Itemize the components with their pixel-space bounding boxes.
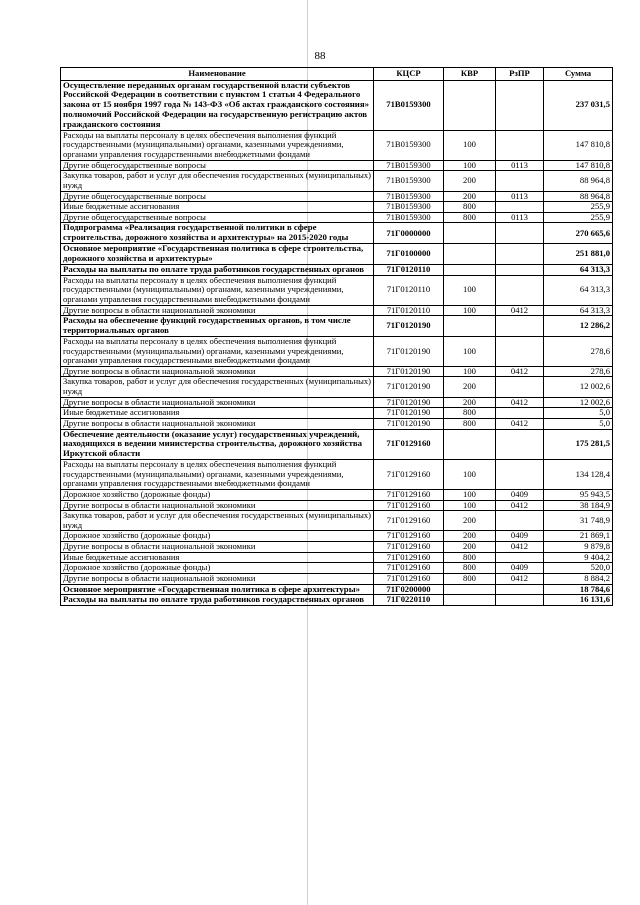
cell-name: Расходы на выплаты по оплате труда работников государственных органов xyxy=(61,595,374,606)
cell-kcsr: 71Г0129160 xyxy=(374,500,444,511)
cell-sum: 237 031,5 xyxy=(544,80,613,130)
cell-rzpr xyxy=(496,460,544,490)
cell-kcsr: 71В0159300 xyxy=(374,130,444,160)
cell-kvr xyxy=(444,429,496,460)
cell-kvr: 200 xyxy=(444,191,496,202)
table-row xyxy=(61,408,613,419)
cell-kvr xyxy=(444,316,496,337)
cell-kvr: 100 xyxy=(444,489,496,500)
cell-kvr: 200 xyxy=(444,397,496,408)
table-row xyxy=(61,584,613,595)
table-row xyxy=(61,542,613,553)
cell-sum: 278,6 xyxy=(544,336,613,366)
cell-sum: 9 404,2 xyxy=(544,552,613,563)
cell-name: Расходы на выплаты персоналу в целях обеспечения выполнения функций государственными (муниципальными) органами, казенными учреждениями, органами управления государственными внебюджетными фондами xyxy=(61,275,374,305)
cell-rzpr: 0412 xyxy=(496,305,544,316)
cell-name: Другие вопросы в области национальной экономики xyxy=(61,397,374,408)
cell-kcsr: 71Г0120110 xyxy=(374,264,444,275)
cell-rzpr: 0412 xyxy=(496,418,544,429)
table-row xyxy=(61,573,613,584)
cell-kcsr: 71Г0120110 xyxy=(374,275,444,305)
cell-sum: 38 184,9 xyxy=(544,500,613,511)
cell-kvr: 100 xyxy=(444,460,496,490)
cell-rzpr: 0409 xyxy=(496,563,544,574)
table-row xyxy=(61,531,613,542)
cell-sum: 21 869,1 xyxy=(544,531,613,542)
table-row xyxy=(61,80,613,130)
cell-kcsr: 71Г0129160 xyxy=(374,563,444,574)
cell-sum: 9 879,8 xyxy=(544,542,613,553)
cell-kvr: 100 xyxy=(444,130,496,160)
cell-rzpr: 0412 xyxy=(496,366,544,377)
cell-rzpr xyxy=(496,336,544,366)
cell-kcsr: 71Г0120190 xyxy=(374,366,444,377)
cell-kvr: 800 xyxy=(444,418,496,429)
cell-name: Обеспечение деятельности (оказание услуг) государственных учреждений, находящихся в ведении министерства строительства, дорожного хозяйства Иркутской области xyxy=(61,429,374,460)
cell-kcsr: 71Г0129160 xyxy=(374,542,444,553)
cell-kvr xyxy=(444,595,496,606)
cell-name: Иные бюджетные ассигнования xyxy=(61,552,374,563)
table-header-row xyxy=(61,68,613,81)
cell-rzpr xyxy=(496,171,544,191)
cell-name: Другие вопросы в области национальной экономики xyxy=(61,366,374,377)
cell-sum: 147 810,8 xyxy=(544,130,613,160)
cell-rzpr xyxy=(496,223,544,244)
cell-kcsr: 71Г0129160 xyxy=(374,573,444,584)
cell-kvr: 200 xyxy=(444,542,496,553)
cell-name: Расходы на выплаты персоналу в целях обеспечения выполнения функций государственными (муниципальными) органами, казенными учреждениями, органами управления государственными внебюджетными фондами xyxy=(61,130,374,160)
cell-kvr: 200 xyxy=(444,531,496,542)
cell-kvr: 800 xyxy=(444,202,496,213)
cell-name: Расходы на обеспечение функций государственных органов, в том числе территориальных органов xyxy=(61,316,374,337)
table-row xyxy=(61,552,613,563)
cell-kvr: 200 xyxy=(444,171,496,191)
cell-sum: 12 286,2 xyxy=(544,316,613,337)
table-row xyxy=(61,275,613,305)
cell-name: Другие вопросы в области национальной экономики xyxy=(61,305,374,316)
cell-sum: 88 964,8 xyxy=(544,171,613,191)
cell-sum: 278,6 xyxy=(544,366,613,377)
cell-kcsr: 71Г0100000 xyxy=(374,244,444,265)
header-rzpr: РзПР xyxy=(496,68,544,81)
cell-rzpr: 0409 xyxy=(496,489,544,500)
table-row xyxy=(61,171,613,191)
cell-kvr: 100 xyxy=(444,500,496,511)
cell-name: Осуществление переданных органам государственной власти субъектов Российской Федерации в соответствии с пунктом 1 статьи 4 Федерального закона от 15 ноября 1997 года № 143-ФЗ «Об актах гражданского состояния» полномочий Российской Федерации на государственную регистрацию актов гражданского состояния xyxy=(61,80,374,130)
cell-rzpr xyxy=(496,584,544,595)
table-row xyxy=(61,460,613,490)
table-row xyxy=(61,377,613,397)
table-row xyxy=(61,316,613,337)
table-row xyxy=(61,429,613,460)
cell-sum: 64 313,3 xyxy=(544,275,613,305)
cell-kcsr: 71В0159300 xyxy=(374,202,444,213)
header-kvr: КВР xyxy=(444,68,496,81)
table-row xyxy=(61,212,613,223)
cell-kcsr: 71Г0129160 xyxy=(374,489,444,500)
cell-rzpr xyxy=(496,377,544,397)
cell-sum: 255,9 xyxy=(544,212,613,223)
table-row xyxy=(61,244,613,265)
cell-kvr: 800 xyxy=(444,212,496,223)
cell-name: Иные бюджетные ассигнования xyxy=(61,202,374,213)
cell-rzpr xyxy=(496,202,544,213)
cell-sum: 12 002,6 xyxy=(544,397,613,408)
table-row xyxy=(61,202,613,213)
header-kcsr: КЦСР xyxy=(374,68,444,81)
table-row xyxy=(61,511,613,531)
cell-sum: 95 943,5 xyxy=(544,489,613,500)
cell-kcsr: 71Г0129160 xyxy=(374,552,444,563)
cell-name: Другие общегосударственные вопросы xyxy=(61,160,374,171)
cell-sum: 16 131,6 xyxy=(544,595,613,606)
table-row xyxy=(61,563,613,574)
cell-rzpr: 0409 xyxy=(496,531,544,542)
cell-sum: 64 313,3 xyxy=(544,264,613,275)
cell-sum: 147 810,8 xyxy=(544,160,613,171)
cell-rzpr: 0113 xyxy=(496,160,544,171)
cell-kcsr: 71Г0120190 xyxy=(374,316,444,337)
cell-sum: 255,9 xyxy=(544,202,613,213)
table-body xyxy=(61,80,613,606)
cell-rzpr xyxy=(496,80,544,130)
table-row xyxy=(61,130,613,160)
cell-rzpr xyxy=(496,408,544,419)
cell-rzpr xyxy=(496,429,544,460)
budget-table xyxy=(60,67,613,606)
cell-name: Дорожное хозяйство (дорожные фонды) xyxy=(61,489,374,500)
cell-kcsr: 71Г0200000 xyxy=(374,584,444,595)
cell-name: Иные бюджетные ассигнования xyxy=(61,408,374,419)
cell-kvr: 200 xyxy=(444,511,496,531)
cell-kcsr: 71Г0129160 xyxy=(374,429,444,460)
cell-sum: 5,0 xyxy=(544,408,613,419)
cell-sum: 134 128,4 xyxy=(544,460,613,490)
cell-rzpr xyxy=(496,595,544,606)
cell-kvr: 100 xyxy=(444,336,496,366)
cell-sum: 8 884,2 xyxy=(544,573,613,584)
cell-name: Подпрограмма «Реализация государственной политики в сфере строительства, дорожного хозяйства и архитектуры» на 2015-2020 годы xyxy=(61,223,374,244)
header-sum: Сумма xyxy=(544,68,613,81)
cell-rzpr xyxy=(496,511,544,531)
cell-kcsr: 71В0159300 xyxy=(374,191,444,202)
table-row xyxy=(61,223,613,244)
cell-kcsr: 71Г0120190 xyxy=(374,408,444,419)
cell-name: Другие общегосударственные вопросы xyxy=(61,191,374,202)
cell-kvr: 100 xyxy=(444,160,496,171)
cell-rzpr: 0113 xyxy=(496,212,544,223)
cell-name: Дорожное хозяйство (дорожные фонды) xyxy=(61,531,374,542)
cell-kvr: 800 xyxy=(444,573,496,584)
table-row xyxy=(61,418,613,429)
cell-rzpr xyxy=(496,264,544,275)
table-row xyxy=(61,489,613,500)
cell-kvr xyxy=(444,223,496,244)
page-number: 88 xyxy=(314,50,326,62)
table-row xyxy=(61,264,613,275)
cell-kcsr: 71Г0120190 xyxy=(374,418,444,429)
table-row xyxy=(61,366,613,377)
cell-sum: 270 665,6 xyxy=(544,223,613,244)
cell-name: Закупка товаров, работ и услуг для обеспечения государственных (муниципальных) нужд xyxy=(61,171,374,191)
cell-kvr xyxy=(444,264,496,275)
cell-kcsr: 71В0159300 xyxy=(374,212,444,223)
cell-sum: 88 964,8 xyxy=(544,191,613,202)
cell-kvr: 800 xyxy=(444,552,496,563)
cell-name: Дорожное хозяйство (дорожные фонды) xyxy=(61,563,374,574)
table-row xyxy=(61,191,613,202)
table-row xyxy=(61,397,613,408)
table-row xyxy=(61,160,613,171)
cell-name: Другие общегосударственные вопросы xyxy=(61,212,374,223)
table-row xyxy=(61,336,613,366)
cell-kvr xyxy=(444,244,496,265)
cell-sum: 64 313,3 xyxy=(544,305,613,316)
cell-sum: 175 281,5 xyxy=(544,429,613,460)
cell-name: Расходы на выплаты по оплате труда работников государственных органов xyxy=(61,264,374,275)
cell-sum: 251 881,0 xyxy=(544,244,613,265)
cell-kcsr: 71Г0120190 xyxy=(374,336,444,366)
cell-rzpr xyxy=(496,275,544,305)
cell-rzpr: 0412 xyxy=(496,500,544,511)
cell-name: Другие вопросы в области национальной экономики xyxy=(61,418,374,429)
cell-kcsr: 71В0159300 xyxy=(374,80,444,130)
cell-sum: 31 748,9 xyxy=(544,511,613,531)
cell-sum: 12 002,6 xyxy=(544,377,613,397)
cell-name: Закупка товаров, работ и услуг для обеспечения государственных (муниципальных) нужд xyxy=(61,511,374,531)
cell-kvr xyxy=(444,584,496,595)
cell-name: Закупка товаров, работ и услуг для обеспечения государственных (муниципальных) нужд xyxy=(61,377,374,397)
cell-name: Другие вопросы в области национальной экономики xyxy=(61,542,374,553)
cell-rzpr: 0412 xyxy=(496,397,544,408)
cell-rzpr: 0412 xyxy=(496,542,544,553)
cell-kvr: 100 xyxy=(444,366,496,377)
cell-rzpr xyxy=(496,244,544,265)
cell-kvr: 200 xyxy=(444,377,496,397)
cell-kvr: 100 xyxy=(444,275,496,305)
cell-kcsr: 71Г0120190 xyxy=(374,377,444,397)
cell-sum: 520,0 xyxy=(544,563,613,574)
cell-kcsr: 71Г0120190 xyxy=(374,397,444,408)
cell-kcsr: 71В0159300 xyxy=(374,160,444,171)
cell-kvr: 100 xyxy=(444,305,496,316)
cell-rzpr xyxy=(496,130,544,160)
cell-sum: 5,0 xyxy=(544,418,613,429)
cell-name: Другие вопросы в области национальной экономики xyxy=(61,500,374,511)
cell-kcsr: 71Г0000000 xyxy=(374,223,444,244)
cell-kvr: 800 xyxy=(444,408,496,419)
table-row xyxy=(61,500,613,511)
cell-name: Другие вопросы в области национальной экономики xyxy=(61,573,374,584)
cell-name: Расходы на выплаты персоналу в целях обеспечения выполнения функций государственными (муниципальными) органами, казенными учреждениями, органами управления государственными внебюджетными фондами xyxy=(61,460,374,490)
cell-kcsr: 71Г0120110 xyxy=(374,305,444,316)
cell-kcsr: 71Г0129160 xyxy=(374,460,444,490)
cell-rzpr: 0412 xyxy=(496,573,544,584)
cell-name: Основное мероприятие «Государственная политика в сфере архитектуры» xyxy=(61,584,374,595)
cell-kvr: 800 xyxy=(444,563,496,574)
cell-name: Расходы на выплаты персоналу в целях обеспечения выполнения функций государственными (муниципальными) органами, казенными учреждениями, органами управления государственными внебюджетными фондами xyxy=(61,336,374,366)
cell-kvr xyxy=(444,80,496,130)
cell-kcsr: 71Г0129160 xyxy=(374,511,444,531)
cell-sum: 18 784,6 xyxy=(544,584,613,595)
cell-rzpr xyxy=(496,316,544,337)
cell-kcsr: 71Г0220110 xyxy=(374,595,444,606)
table-row xyxy=(61,305,613,316)
cell-kcsr: 71Г0129160 xyxy=(374,531,444,542)
cell-kcsr: 71В0159300 xyxy=(374,171,444,191)
table-row xyxy=(61,595,613,606)
cell-rzpr xyxy=(496,552,544,563)
cell-rzpr: 0113 xyxy=(496,191,544,202)
cell-name: Основное мероприятие «Государственная политика в сфере строительства, дорожного хозяйства и архитектуры» xyxy=(61,244,374,265)
header-name: Наименование xyxy=(61,68,374,81)
